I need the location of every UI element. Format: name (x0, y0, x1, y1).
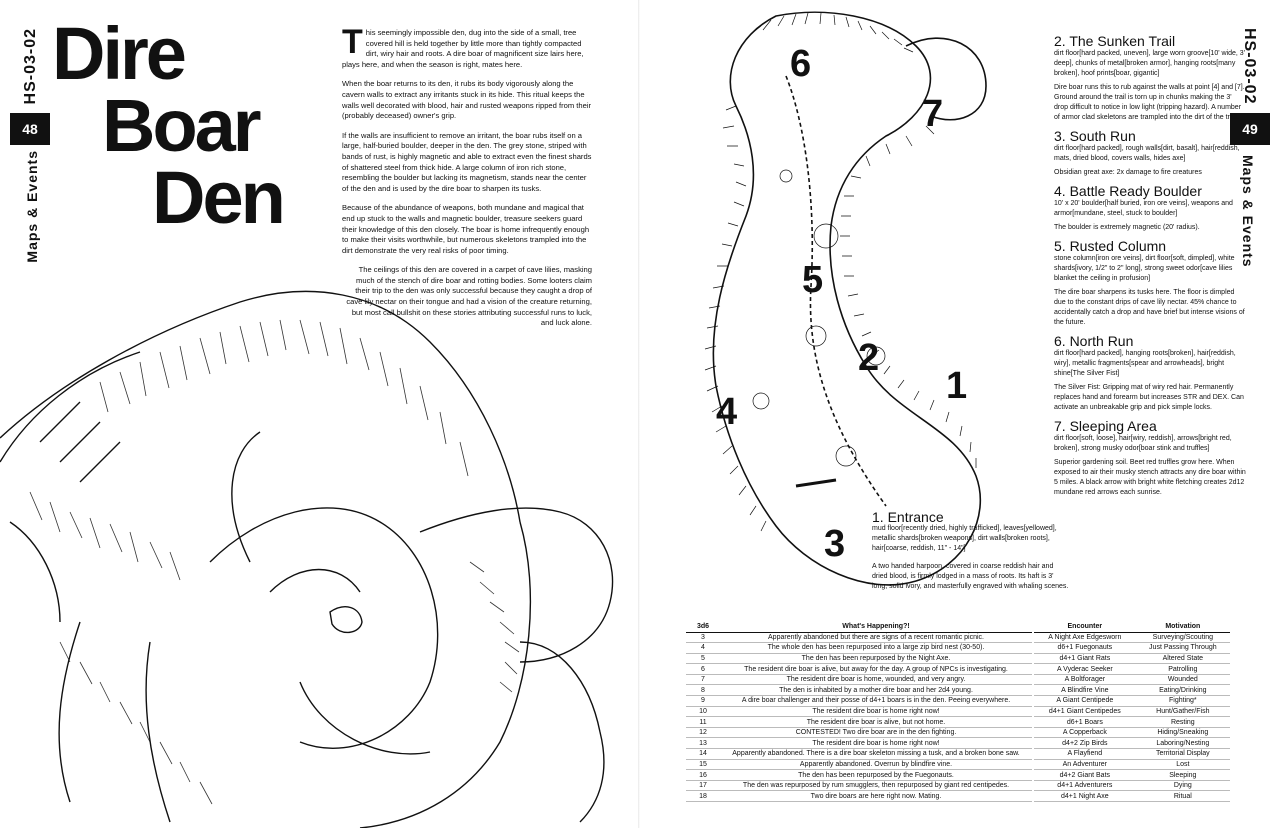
table-cell: A Blindfire Vine (1034, 685, 1136, 696)
table-cell: 16 (686, 770, 720, 781)
table-row (686, 632, 1032, 643)
table-row (686, 738, 1032, 749)
map-label: 1 (946, 365, 968, 407)
table-row (1034, 717, 1230, 728)
table-row (686, 685, 1032, 696)
table-cell: 6 (686, 664, 720, 675)
area-text: The dire boar sharpens its tusks here. The floor is dimpled due to the constant drips of cave lily nectar. 45% chance to accidentally catch a drop and have brief but intense visions of the future. (1054, 289, 1245, 326)
table-row (1034, 727, 1230, 738)
map-label: 3 (824, 523, 846, 565)
table-cell: d4+1 Giant Rats (1034, 653, 1136, 664)
table-row (686, 696, 1032, 707)
page-number: 49 (1230, 113, 1270, 145)
intro-paragraph: If the walls are insufficient to remove an irritant, the boar rubs itself on a large, half-buried boulder, deeper in the den. The grey stone, striped with bands of rust, is highly magnetic and able to extract even the finest shards of shattered steel from thick hide. A large column of iron rich stone, resembling the boulder but lacking its magnetism, stands near the center of the den and is used by the dire boar to sharpen its tusks. (342, 130, 592, 193)
table-cell: A Vyderac Seeker (1034, 664, 1136, 675)
title-line: Dire (52, 12, 184, 95)
intro-paragraph: When the boar returns to its den, it rubs its body vigorously along the cavern walls to extract any irritants stuck in its hide. This ritual keeps the walls well decorated with blood, hair and rusted weapons ripped from their (probably deceased) owner's grip. (342, 79, 592, 121)
table-cell: Altered State (1136, 653, 1230, 664)
area-text: The boulder is extremely magnetic (20' radius). (1054, 224, 1200, 231)
table-cell: Patrolling (1136, 664, 1230, 675)
section-label: Maps & Events (1240, 155, 1256, 268)
table-row (1034, 653, 1230, 664)
table-cell: A Giant Centipede (1034, 696, 1136, 707)
table-cell: d4+1 Adventurers (1034, 780, 1136, 791)
table-cell: Just Passing Through (1136, 643, 1230, 654)
table-cell: 3 (686, 632, 720, 643)
table-row (686, 780, 1032, 791)
area-stats: stone column[iron ore veins], dirt floor[soft, dimpled], white shards[ivory, 1/2" to 2" long], strong sweet odor[cave lilies blanket the ceiling in profusion] (1054, 255, 1235, 282)
area-stats: dirt floor[hard packed], rough walls[dirt, basalt], hair[reddish, mats, dried blood, covers walls, hides axe] (1054, 145, 1240, 162)
area-entrance (872, 509, 1070, 592)
table-cell: The den was repurposed by rum smugglers, then repurposed by giant red centipedes. (720, 780, 1032, 791)
table-cell: CONTESTED! Two dire boar are in the den fighting. (720, 727, 1032, 738)
table-cell: A Boltforager (1034, 674, 1136, 685)
column-header: 3d6 (686, 622, 720, 632)
table-row (1034, 696, 1230, 707)
table-row (686, 706, 1032, 717)
table-cell: The den has been repurposed by the Fuegonauts. (720, 770, 1032, 781)
area-stats: dirt floor[hard packed, uneven], large worn groove[10' wide, 3' deep], chunks of metal[broken armor], hanging roots[many broken], hoof prints[boar, gigantic] (1054, 50, 1246, 77)
area-heading: 5. Rusted Column (1054, 238, 1167, 254)
area-entry (1054, 238, 1246, 328)
area-stats: 10' x 20' boulder[half buried, iron ore veins], weapons and armor[mundane, steel, stuck to boulder] (1054, 200, 1233, 217)
table-row (1034, 674, 1230, 685)
table-row (1034, 791, 1230, 802)
whats-happening-table (686, 622, 1032, 802)
area-stats: dirt floor[hard packed], hanging roots[broken], hair[reddish, wiry], metallic fragments[spear and arrowheads], bright shine[The Silver Fist] (1054, 350, 1236, 377)
table-cell: 8 (686, 685, 720, 696)
table-cell: d4+2 Giant Bats (1034, 770, 1136, 781)
table-cell: d6+1 Fuegonauts (1034, 643, 1136, 654)
table-cell: The den has been repurposed by the Night Axe. (720, 653, 1032, 664)
table-row (1034, 738, 1230, 749)
table-cell: Ritual (1136, 791, 1230, 802)
table-cell: 10 (686, 706, 720, 717)
area-heading: 4. Battle Ready Boulder (1054, 183, 1202, 199)
page-code: HS-03-02 (1241, 28, 1258, 105)
table-row (686, 664, 1032, 675)
table-cell: Apparently abandoned but there are signs of a recent romantic picnic. (720, 632, 1032, 643)
table-row (1034, 664, 1230, 675)
table-row (1034, 685, 1230, 696)
intro-paragraph-text: his seemingly impossible den, dug into the side of a small, tree covered hill is held together by little more than tightly compacted dirt, wiry hair and roots. A dire boar of magnificent size lairs here, plays here, and when the season is right, mates here. (342, 28, 584, 69)
table-row (1034, 780, 1230, 791)
title-line: Den (152, 156, 283, 239)
table-row (686, 674, 1032, 685)
intro-paragraph (342, 23, 592, 70)
map-label: 5 (802, 259, 824, 301)
table-cell: Hunt/Gather/Fish (1136, 706, 1230, 717)
table-cell: Resting (1136, 717, 1230, 728)
table-cell: 7 (686, 674, 720, 685)
area-heading: 2. The Sunken Trail (1054, 33, 1176, 49)
table-cell: The resident dire boar is home right now! (720, 706, 1032, 717)
area-entry (1054, 183, 1246, 233)
table-cell: A Flayfiend (1034, 749, 1136, 760)
table-cell: Laboring/Nesting (1136, 738, 1230, 749)
area-text: Superior gardening soil. Beet red truffles grow here. When exposed to air their musky stench attracts any dire boar within 5 miles. A black arrow with bright white fletching creates 2d12 mundane red arrows each sunrise. (1054, 459, 1246, 496)
table-cell: 17 (686, 780, 720, 791)
table-row (686, 759, 1032, 770)
intro-paragraph: The ceilings of this den are covered in a carpet of cave lilies, masking much of the stench of dire boar and rotting bodies. Some looters claim their trip to the den was only successful because they caught a drop of cave lily nectar on their tongue and had a vision of the creature returning, but most call bullshit on these stories attributing successful runs to luck, and luck alone. (346, 265, 592, 328)
area-stats: dirt floor[soft, loose], hair[wiry, reddish], arrows[bright red, broken], strong musky odor[boar stink and truffles] (1054, 435, 1232, 452)
table-row (1034, 749, 1230, 760)
intro-paragraph: Because of the abundance of weapons, both mundane and magical that end up stuck to the walls and magnetic boulder, treasure seekers guard their knowledge of this den closely. The boar is home infrequently enough to make their visits worthwhile, but numerous skeletons trampled into the dirt demonstrate the very real risks of poor timing. (342, 203, 590, 255)
table-row (686, 643, 1032, 654)
table-cell: Apparently abandoned. Overrun by blindfire vine. (720, 759, 1032, 770)
section-label: Maps & Events (24, 150, 40, 263)
table-cell: Lost (1136, 759, 1230, 770)
right-page (640, 0, 1280, 828)
column-header: What's Happening?! (720, 622, 1032, 632)
area-heading: 6. North Run (1054, 333, 1134, 349)
table-row (686, 727, 1032, 738)
table-cell: 9 (686, 696, 720, 707)
map-label: 6 (790, 43, 812, 85)
table-cell: Two dire boars are here right now. Mating. (720, 791, 1032, 802)
table-row (686, 749, 1032, 760)
table-cell: d6+1 Boars (1034, 717, 1136, 728)
table-cell: 18 (686, 791, 720, 802)
table-cell: Surveying/Scouting (1136, 632, 1230, 643)
page-code: HS-03-02 (22, 28, 39, 105)
table-cell: 5 (686, 653, 720, 664)
page-number: 48 (10, 113, 50, 145)
area-key (1054, 28, 1246, 502)
area-entry (1054, 128, 1246, 178)
table-cell: 12 (686, 727, 720, 738)
table-cell: The whole den has been repurposed into a large zip bird nest (30-50). (720, 643, 1032, 654)
table-cell: Dying (1136, 780, 1230, 791)
table-cell: The resident dire boar is home right now! (720, 738, 1032, 749)
table-cell: Wounded (1136, 674, 1230, 685)
table-cell: Eating/Drinking (1136, 685, 1230, 696)
area-entry (1054, 33, 1246, 123)
column-header: Motivation (1136, 622, 1230, 632)
table-cell: Sleeping (1136, 770, 1230, 781)
table-cell: d4+2 Zip Birds (1034, 738, 1136, 749)
area-heading: 3. South Run (1054, 128, 1136, 144)
table-row (1034, 632, 1230, 643)
map-label: 7 (922, 93, 944, 135)
area-entry (1054, 418, 1246, 498)
table-cell: Fighting* (1136, 696, 1230, 707)
area-stats: mud floor[recently dried, highly trafficked], leaves[yellowed], metallic shards[broken weapons], dirt walls[broken roots], hair[coarse, reddish, 11" - 14"] (872, 525, 1057, 552)
table-cell: Apparently abandoned. There is a dire boar skeleton missing a tusk, and a broken bone saw. (720, 749, 1032, 760)
area-text: Obsidian great axe: 2x damage to fire creatures (1054, 169, 1202, 176)
table-cell: The resident dire boar is alive, but away for the day. A group of NPCs is investigating. (720, 664, 1032, 675)
table-row (686, 770, 1032, 781)
table-cell: 14 (686, 749, 720, 760)
table-cell: An Adventurer (1034, 759, 1136, 770)
table-row (1034, 759, 1230, 770)
table-cell: A dire boar challenger and their posse of d4+1 boars is in the den. Peeing everywhere. (720, 696, 1032, 707)
map-label: 2 (858, 337, 880, 379)
table-row (686, 717, 1032, 728)
table-cell: Territorial Display (1136, 749, 1230, 760)
encounter-table (1034, 622, 1230, 802)
table-cell: Hiding/Sneaking (1136, 727, 1230, 738)
area-heading: 1. Entrance (872, 509, 944, 525)
table-cell: 13 (686, 738, 720, 749)
area-text: The Silver Fist: Gripping mat of wiry red hair. Permanently replaces hand and forearm but increases STR and DEX. Can activate an unbreakable grip and pick simple locks. (1054, 384, 1244, 411)
table-cell: A Copperback (1034, 727, 1136, 738)
area-text: A two handed harpoon, covered in coarse reddish hair and dried blood, is firmly lodged in a mass of roots. Its haft is 3' long, solid ivory, and masterfully engraved with whaling scenes. (872, 563, 1069, 590)
area-heading: 7. Sleeping Area (1054, 418, 1157, 434)
drop-cap: T (342, 23, 363, 61)
map-label: 4 (716, 391, 738, 433)
table-body (1034, 632, 1230, 802)
table-row (686, 653, 1032, 664)
title-line: Boar (102, 84, 259, 167)
table-cell: The resident dire boar is alive, but not home. (720, 717, 1032, 728)
table-row (1034, 770, 1230, 781)
area-entry (1054, 333, 1246, 413)
table-row (1034, 643, 1230, 654)
table-cell: 4 (686, 643, 720, 654)
table-body (686, 632, 1032, 802)
table-cell: The den is inhabited by a mother dire boar and her 2d4 young. (720, 685, 1032, 696)
page-title (52, 12, 283, 239)
table-cell: d4+1 Giant Centipedes (1034, 706, 1136, 717)
dire-boar-illustration (0, 262, 640, 828)
table-cell: A Night Axe Edgesworn (1034, 632, 1136, 643)
table-cell: 11 (686, 717, 720, 728)
table-cell: 15 (686, 759, 720, 770)
table-cell: The resident dire boar is home, wounded, and very angry. (720, 674, 1032, 685)
table-cell: d4+1 Night Axe (1034, 791, 1136, 802)
table-row (686, 791, 1032, 802)
area-text: Dire boar runs this to rub against the walls at point [4] and [7]. Ground around the trail is torn up in chunks making the 3' drop difficult to notice in low light (tripping hazard). A number of armor clad skeletons are trampled into the dirt of the trail. (1054, 84, 1245, 121)
table-row (1034, 706, 1230, 717)
column-header: Encounter (1034, 622, 1136, 632)
